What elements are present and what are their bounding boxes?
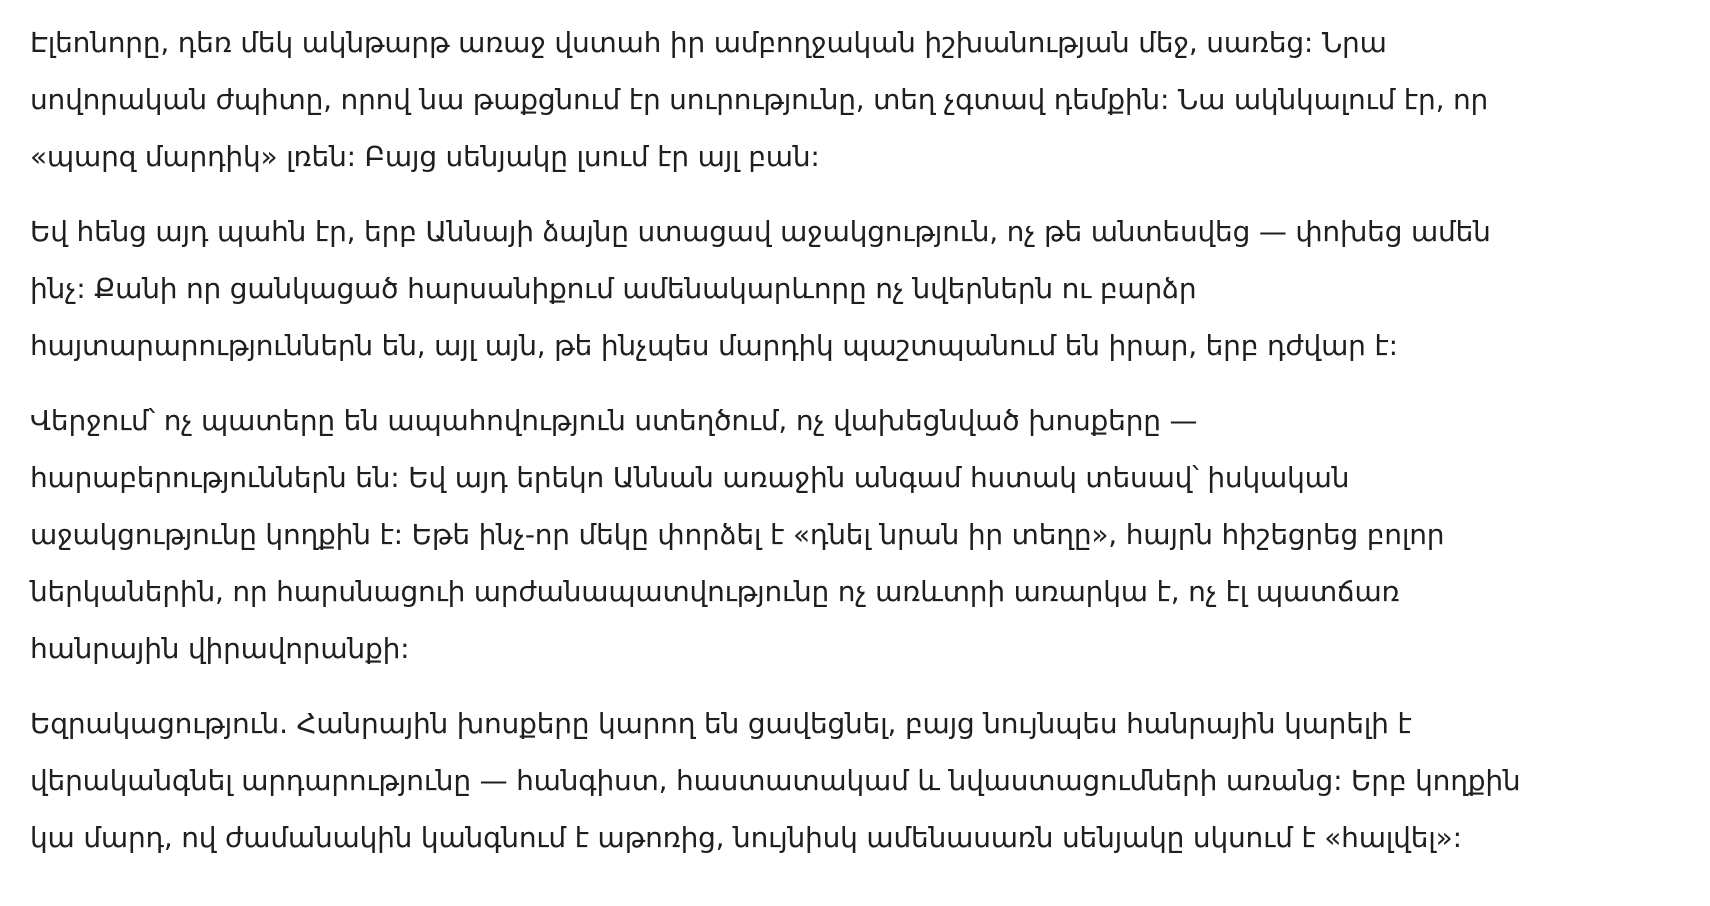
text-line: Վերջում՝ ոչ պատերը են ապահովություն ստեղծում, ոչ վախեցնված խոսքերը — — [30, 404, 1198, 437]
paragraph-4 — [30, 695, 1630, 866]
paragraph-3 — [30, 392, 1630, 677]
text-line: վերականգնել արդարությունը — հանգիստ, հաստատակամ և նվաստացումների առանց: Երբ կողքին — [30, 764, 1521, 797]
paragraph-1 — [30, 14, 1630, 185]
text-line: կա մարդ, ով ժամանակին կանգնում է աթոռից, նույնիսկ ամենասառն սենյակը սկսում է «հալվել»: — [30, 821, 1462, 854]
text-line: «պարզ մարդիկ» լռեն: Բայց սենյակը լսում էր այլ բան: — [30, 140, 820, 173]
text-line: սովորական ժպիտը, որով նա թաքցնում էր սուրությունը, տեղ չգտավ դեմքին: Նա ակնկալում էր, որ — [30, 83, 1489, 116]
text-line: հարաբերություններն են: Եվ այդ երեկո Աննան առաջին անգամ հստակ տեսավ՝ իսկական — [30, 461, 1350, 494]
document-body — [30, 14, 1630, 884]
text-line: Էլեոնորը, դեռ մեկ ակնթարթ առաջ վստահ իր ամբողջական իշխանության մեջ, սառեց: Նրա — [30, 26, 1387, 59]
text-line: ինչ: Քանի որ ցանկացած հարսանիքում ամենակարևորը ոչ նվերներն ու բարձր — [30, 272, 1197, 305]
text-line: հանրային վիրավորանքի: — [30, 632, 410, 665]
text-line: հայտարարություններն են, այլ այն, թե ինչպես մարդիկ պաշտպանում են իրար, երբ դժվար է: — [30, 329, 1398, 362]
paragraph-2 — [30, 203, 1630, 374]
text-line: ներկաներին, որ հարսնացուի արժանապատվությունը ոչ առևտրի առարկա է, ոչ էլ պատճառ — [30, 575, 1400, 608]
text-line: Եվ հենց այդ պահն էր, երբ Աննայի ձայնը ստացավ աջակցություն, ոչ թե անտեսվեց — փոխեց ամեն — [30, 215, 1491, 248]
text-line: աջակցությունը կողքին է: Եթե ինչ-որ մեկը փորձել է «դնել նրան իր տեղը», հայրն հիշեցրեց բոլոր — [30, 518, 1445, 551]
text-line: Եզրակացություն. Հանրային խոսքերը կարող են ցավեցնել, բայց նույնպես հանրային կարելի է — [30, 707, 1412, 740]
